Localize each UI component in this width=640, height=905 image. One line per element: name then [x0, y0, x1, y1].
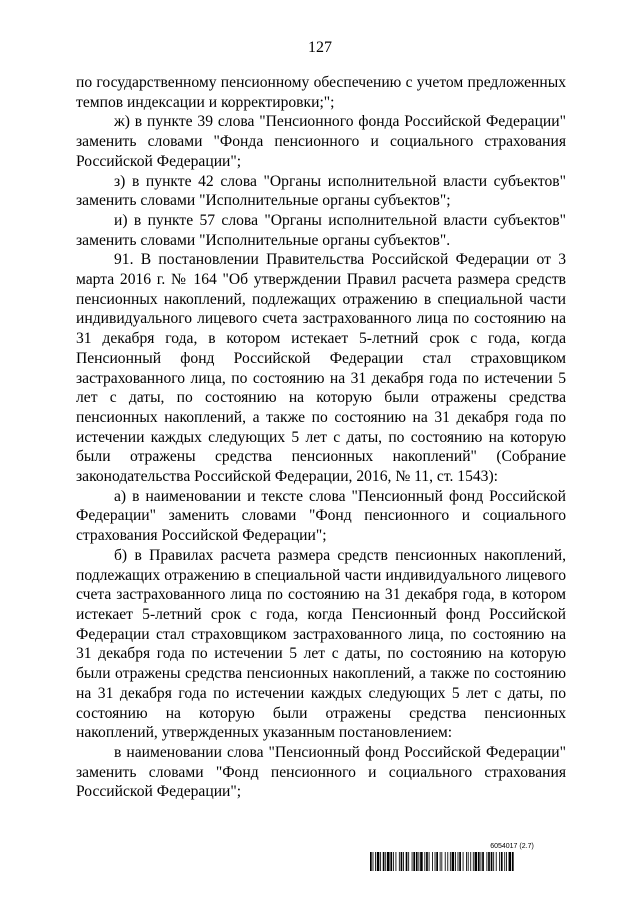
barcode-bar [416, 852, 418, 871]
barcode-bar [482, 852, 484, 871]
barcode-bar [452, 852, 455, 871]
barcode-bar [458, 852, 459, 871]
barcode-bar [475, 852, 478, 871]
page-number: 127 [308, 39, 332, 56]
barcode-bar [478, 852, 480, 871]
barcode-bar [491, 852, 493, 871]
barcode-bar [473, 852, 474, 871]
barcode-bar [512, 852, 514, 871]
barcode-bar [420, 852, 423, 871]
barcode-bar [387, 852, 390, 871]
barcode-bar [403, 852, 404, 871]
barcode-bar [468, 852, 469, 871]
paragraph: з) в пункте 42 слова "Органы исполнительной власти субъектов" заменить словами "Исполнительные органы субъектов"; [76, 172, 566, 210]
barcode-bar [509, 852, 512, 871]
barcode-bar [493, 852, 494, 871]
barcode-bar [401, 852, 403, 871]
barcode-bar [393, 852, 394, 871]
barcode-bar [441, 852, 442, 871]
barcode-bar [466, 852, 467, 871]
barcode-bar [413, 852, 415, 871]
paragraph: ж) в пункте 39 слова "Пенсионного фонда Российской Федерации" заменить словами "Фонда пенсионного и социального страхования Российской Федерации"; [76, 113, 566, 170]
barcode-bar [380, 852, 381, 871]
barcode-bar [370, 852, 372, 871]
barcode-bar [459, 852, 461, 871]
barcode-bar [496, 852, 497, 871]
barcode-bar [470, 852, 471, 871]
barcode-bar [481, 852, 482, 871]
barcode-bar [385, 852, 386, 871]
barcode-bar [435, 852, 436, 871]
paragraph: и) в пункте 57 слова "Органы исполнительной власти субъектов" заменить словами "Исполнительные органы субъектов". [76, 211, 566, 249]
barcode-bar [440, 852, 441, 871]
barcode-bar [375, 852, 376, 871]
barcode-bar [488, 852, 490, 871]
barcode-bar [436, 852, 438, 871]
barcode-bar [506, 852, 507, 871]
barcode-bar [399, 852, 400, 871]
barcode-bar [377, 852, 380, 871]
paragraph: по государственному пенсионному обеспечению с учетом предложенных темпов индексации и корректировки;"; [76, 74, 566, 111]
barcode-bar [504, 852, 505, 871]
barcode-bar [406, 852, 408, 871]
barcode-bar [450, 852, 451, 871]
barcode-bar [418, 852, 419, 871]
paragraph: а) в наименовании и тексте слова "Пенсионный фонд Российской Федерации" заменить словами "Фонд пенсионного и социального страхования Российской Федерации"; [76, 487, 566, 545]
paragraph: 91. В постановлении Правительства Российской Федерации от 3 марта 2016 г. № 164 "Об утверждении Правил расчета размера средств пенсионных накоплений, подлежащих отражению в специальной части индивидуального лицевого счета застрахованного лица по состоянию на 31 декабря года, в котором истекает 5-летний срок с года, когда Пенсионный фонд Российской Федерации стал страховщиком застрахованного лица, по состоянию на 31 декабря года по истечении 5 лет с даты, по состоянию на которую были отражены средства пенсионных накоплений, а также по состоянию на 31 декабря года по истечении каждых следующих 5 лет с даты, по состоянию на которую были отражены средства пенсионных накоплений" (Собрание законодательства Российской Федерации, 2016, № 11, ст. 1543): [76, 251, 566, 486]
barcode-bar [445, 852, 446, 871]
barcode-bar [432, 852, 433, 871]
barcode-bar [501, 852, 503, 871]
barcode-bar [408, 852, 409, 871]
barcode-bar [463, 852, 464, 871]
barcode-bar [429, 852, 430, 871]
barcode-bar [499, 852, 500, 871]
barcode-icon [370, 852, 564, 871]
paragraph: б) в Правилах расчета размера средств пенсионных накоплений, подлежащих отражению в специальной части индивидуального лицевого счета застрахованного лица по состоянию на 31 декабря года, в котором истекает 5-летний срок с года, когда Пенсионный фонд Российской Федерации стал страховщиком застрахованного лица, по состоянию на 31 декабря года по истечении 5 лет с даты, по состоянию на которую были отражены средства пенсионных накоплений, а также по состоянию на 31 декабря года по истечении каждых следующих 5 лет с даты, по состоянию на которую были отражены средства пенсионных накоплений, утвержденных указанным постановлением: [76, 546, 566, 742]
barcode-bar [390, 852, 392, 871]
barcode-bar [486, 852, 487, 871]
barcode-bar [383, 852, 385, 871]
document-body [76, 73, 566, 802]
barcode-bar [455, 852, 456, 871]
document-code: 6054017 (2.7) [490, 843, 534, 850]
barcode-bar [373, 852, 374, 871]
paragraph: в наименовании слова "Пенсионный фонд Российской Федерации" заменить словами "Фонд пенсионного и социального страхования Российской Федерации"; [76, 743, 566, 801]
barcode-bar [396, 852, 397, 871]
barcode-bar [424, 852, 425, 871]
barcode-bar [426, 852, 428, 871]
barcode-bar [412, 852, 413, 871]
barcode-bar [447, 852, 448, 871]
